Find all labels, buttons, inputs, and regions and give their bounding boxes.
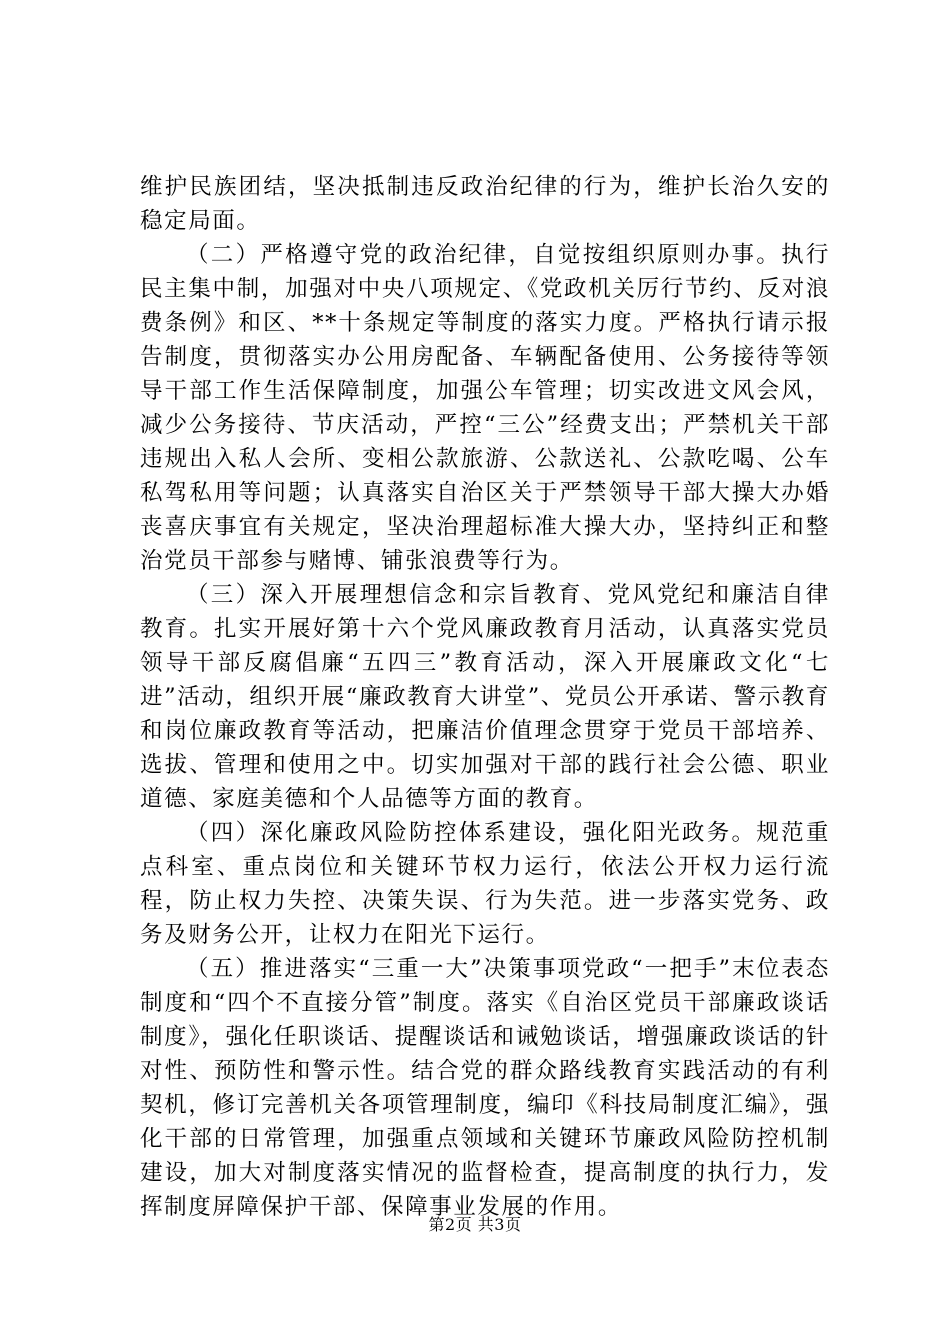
document-body xyxy=(140,170,830,1224)
paragraph-continuation: 维护民族团结，坚决抵制违反政治纪律的行为，维护长治久安的稳定局面。 xyxy=(140,174,830,234)
paragraph-section-3: （三）深入开展理想信念和宗旨教育、党风党纪和廉洁自律教育。扎实开展好第十六个党风廉政教育月活动，认真落实党员领导干部反腐倡廉“五四三”教育活动，深入开展廉政文化“七进”活动，组织开展“廉政教育大讲堂”、党员公开承诺、警示教育和岗位廉政教育等活动，把廉洁价值理念贯穿于党员干部培养、选拔、管理和使用之中。切实加强对干部的践行社会公德、职业道德、家庭美德和个人品德等方面的教育。 xyxy=(140,582,831,812)
paragraph-section-5: （五）推进落实“三重一大”决策事项党政“一把手”末位表态制度和“四个不直接分管”制度。落实《自治区党员干部廉政谈话制度》，强化任职谈话、提醒谈话和诫勉谈话，增强廉政谈话的针对性、预防性和警示性。结合党的群众路线教育实践活动的有利契机，修订完善机关各项管理制度，编印《科技局制度汇编》，强化干部的日常管理，加强重点领域和关键环节廉政风险防控机制建设，加大对制度落实情况的监督检查，提高制度的执行力，发挥制度屏障保护干部、保障事业发展的作用。 xyxy=(140,956,830,1220)
paragraph-section-4: （四）深化廉政风险防控体系建设，强化阳光政务。规范重点科室、重点岗位和关键环节权力运行，依法公开权力运行流程，防止权力失控、决策失误、行为失范。进一步落实党务、政务及财务公开，让权力在阳光下运行。 xyxy=(140,820,830,948)
page-number-footer: 第2页 共3页 xyxy=(428,1215,522,1234)
paragraph-section-2: （二）严格遵守党的政治纪律，自觉按组织原则办事。执行民主集中制，加强对中央八项规定、《党政机关厉行节约、反对浪费条例》和区、**十条规定等制度的落实力度。严格执行请示报告制度，贯彻落实办公用房配备、车辆配备使用、公务接待等领导干部工作生活保障制度，加强公车管理；切实改进文风会风，减少公务接待、节庆活动，严控“三公”经费支出；严禁机关干部违规出入私人会所、变相公款旅游、公款送礼、公款吃喝、公车私驾私用等问题；认真落实自治区关于严禁领导干部大操大办婚丧喜庆事宜有关规定，坚决治理超标准大操大办，坚持纠正和整治党员干部参与赌博、铺张浪费等行为。 xyxy=(140,242,830,574)
